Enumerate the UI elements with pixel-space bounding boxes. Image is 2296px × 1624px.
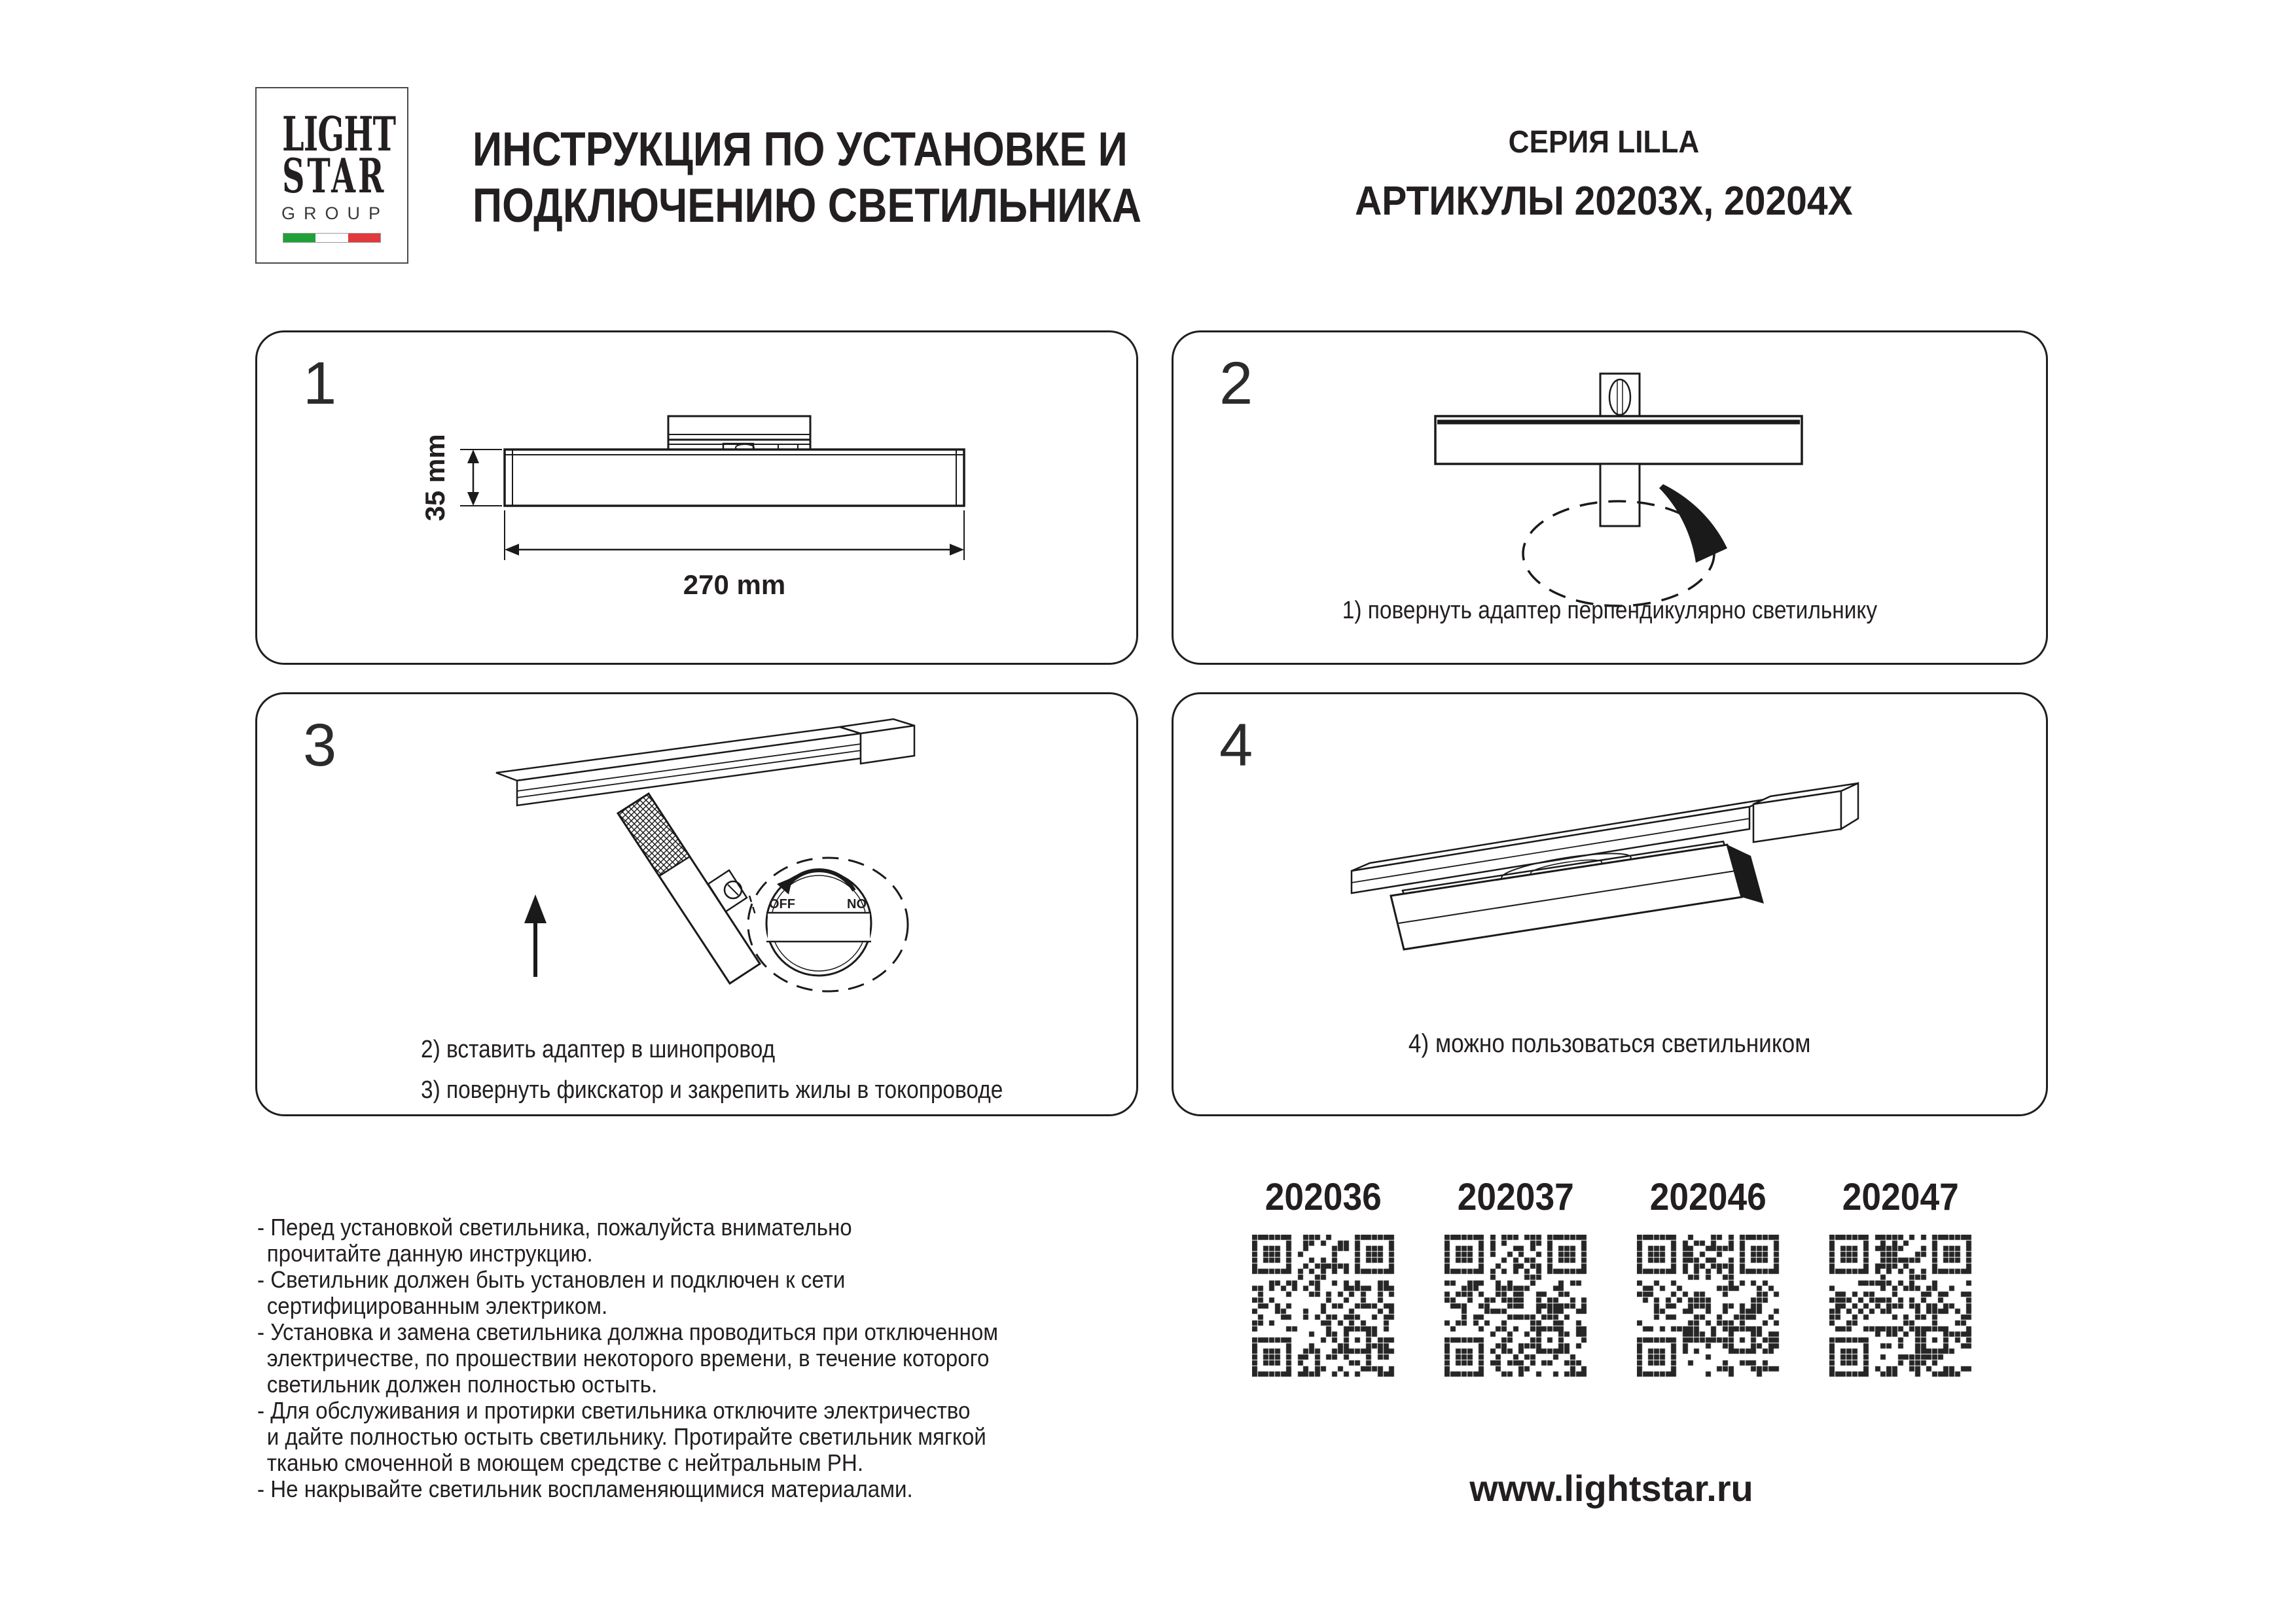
qr-article-label: 202036: [1265, 1176, 1382, 1218]
dim-height-label: 35 mm: [420, 434, 450, 521]
qr-code-image: [1829, 1235, 1972, 1377]
step3-adapter-drawing: [618, 794, 760, 983]
dim-width-label: 270 mm: [683, 569, 786, 600]
italian-flag-icon: [283, 233, 381, 243]
warning-line: и дайте полностью остыть светильнику. Протирайте светильник мягкой: [266, 1423, 986, 1450]
qr-article-label: 202046: [1649, 1176, 1767, 1218]
detail-off-label: OFF: [769, 897, 795, 911]
step1-figure: [257, 332, 1136, 663]
step1-dim-35mm: [420, 434, 502, 521]
qr-article-label: 202047: [1842, 1176, 1960, 1218]
step3-detail-circle: [748, 858, 908, 991]
step1-dim-270mm: [505, 510, 964, 600]
step2-fixture-bar-drawing: [1435, 416, 1802, 464]
qr-code-image: [1444, 1235, 1587, 1377]
warning-line: тканью смоченной в моющем средстве с нейтральным PH.: [266, 1449, 864, 1476]
articles-line: АРТИКУЛЫ 20203X, 20204X: [1354, 179, 1853, 224]
logo-word-light: LIGHT: [282, 106, 396, 162]
qr-item: [1251, 1175, 1395, 1377]
warning-line: сертифицированным электриком.: [266, 1292, 608, 1319]
website-url: www.lightstar.ru: [1469, 1468, 1753, 1509]
qr-row: [1251, 1175, 1973, 1377]
step2-number: 2: [1219, 350, 1253, 417]
warning-line: - Светильник должен быть установлен и подключен к сети: [257, 1266, 846, 1293]
warnings-list: [257, 1214, 998, 1502]
warning-line: - Установка и замена светильника должна проводиться при отключенном: [257, 1318, 999, 1345]
flag-white-segment: [315, 234, 348, 242]
logo-word-star: STAR: [282, 148, 387, 203]
flag-red-segment: [348, 234, 380, 242]
qr-code-image: [1637, 1235, 1780, 1377]
warning-line: - Перед установкой светильника, пожалуйста внимательно: [257, 1214, 852, 1241]
qr-article-label: 202037: [1457, 1176, 1575, 1218]
lightstar-logo: [255, 87, 408, 264]
step4-number: 4: [1219, 712, 1253, 779]
step2-adapter-bottom-drawing: [1600, 464, 1640, 526]
step1-adapter-drawing: [668, 416, 810, 451]
step2-rotation-arrow: [1523, 484, 1727, 606]
detail-on-label: NO: [847, 897, 867, 911]
step1-number: 1: [303, 350, 337, 417]
step2-caption: 1) повернуть адаптер перпендикулярно светильнику: [1342, 597, 1878, 624]
step4-caption: 4) можно пользоваться светильником: [1408, 1029, 1811, 1058]
step3-caption-line1: 2) вставить адаптер в шинопровод: [421, 1036, 776, 1063]
qr-item: [1444, 1175, 1588, 1377]
page-title: [473, 122, 1141, 234]
warning-line: - Не накрывайте светильник воспламеняющимися материалами.: [257, 1475, 913, 1502]
step4-panel: [1172, 692, 2048, 1116]
page-title-line1: ИНСТРУКЦИЯ ПО УСТАНОВКЕ И: [473, 123, 1128, 176]
step2-adapter-top-drawing: [1600, 374, 1640, 419]
step1-panel: [255, 330, 1138, 665]
logo-word-group: GROUP: [281, 203, 389, 223]
rotate-arrow-icon: [1659, 484, 1727, 563]
step3-caption-line2: 3) повернуть фикскатор и закрепить жилы в токопроводе: [421, 1076, 1003, 1104]
step3-insert-arrow: [524, 894, 547, 977]
flag-green-segment: [283, 234, 315, 242]
qr-code-image: [1252, 1235, 1395, 1377]
step1-fixture-body-drawing: [505, 450, 964, 506]
series-name: СЕРИЯ LILLA: [1508, 125, 1699, 160]
warning-line: светильник должен полностью остыть.: [266, 1371, 658, 1398]
step3-number: 3: [303, 712, 337, 779]
step3-track-drawing: [496, 719, 914, 805]
qr-item: [1636, 1175, 1780, 1377]
warning-line: прочитайте данную инструкцию.: [266, 1240, 593, 1267]
page-title-line2: ПОДКЛЮЧЕНИЮ СВЕТИЛЬНИКА: [473, 179, 1142, 232]
qr-item: [1829, 1175, 1973, 1377]
step2-panel: [1172, 330, 2048, 665]
step3-panel: [255, 692, 1138, 1116]
warning-line: - Для обслуживания и протирки светильника отключите электричество: [257, 1397, 971, 1424]
warning-line: электричестве, по прошествии некоторого времени, в течение которого: [266, 1345, 990, 1371]
